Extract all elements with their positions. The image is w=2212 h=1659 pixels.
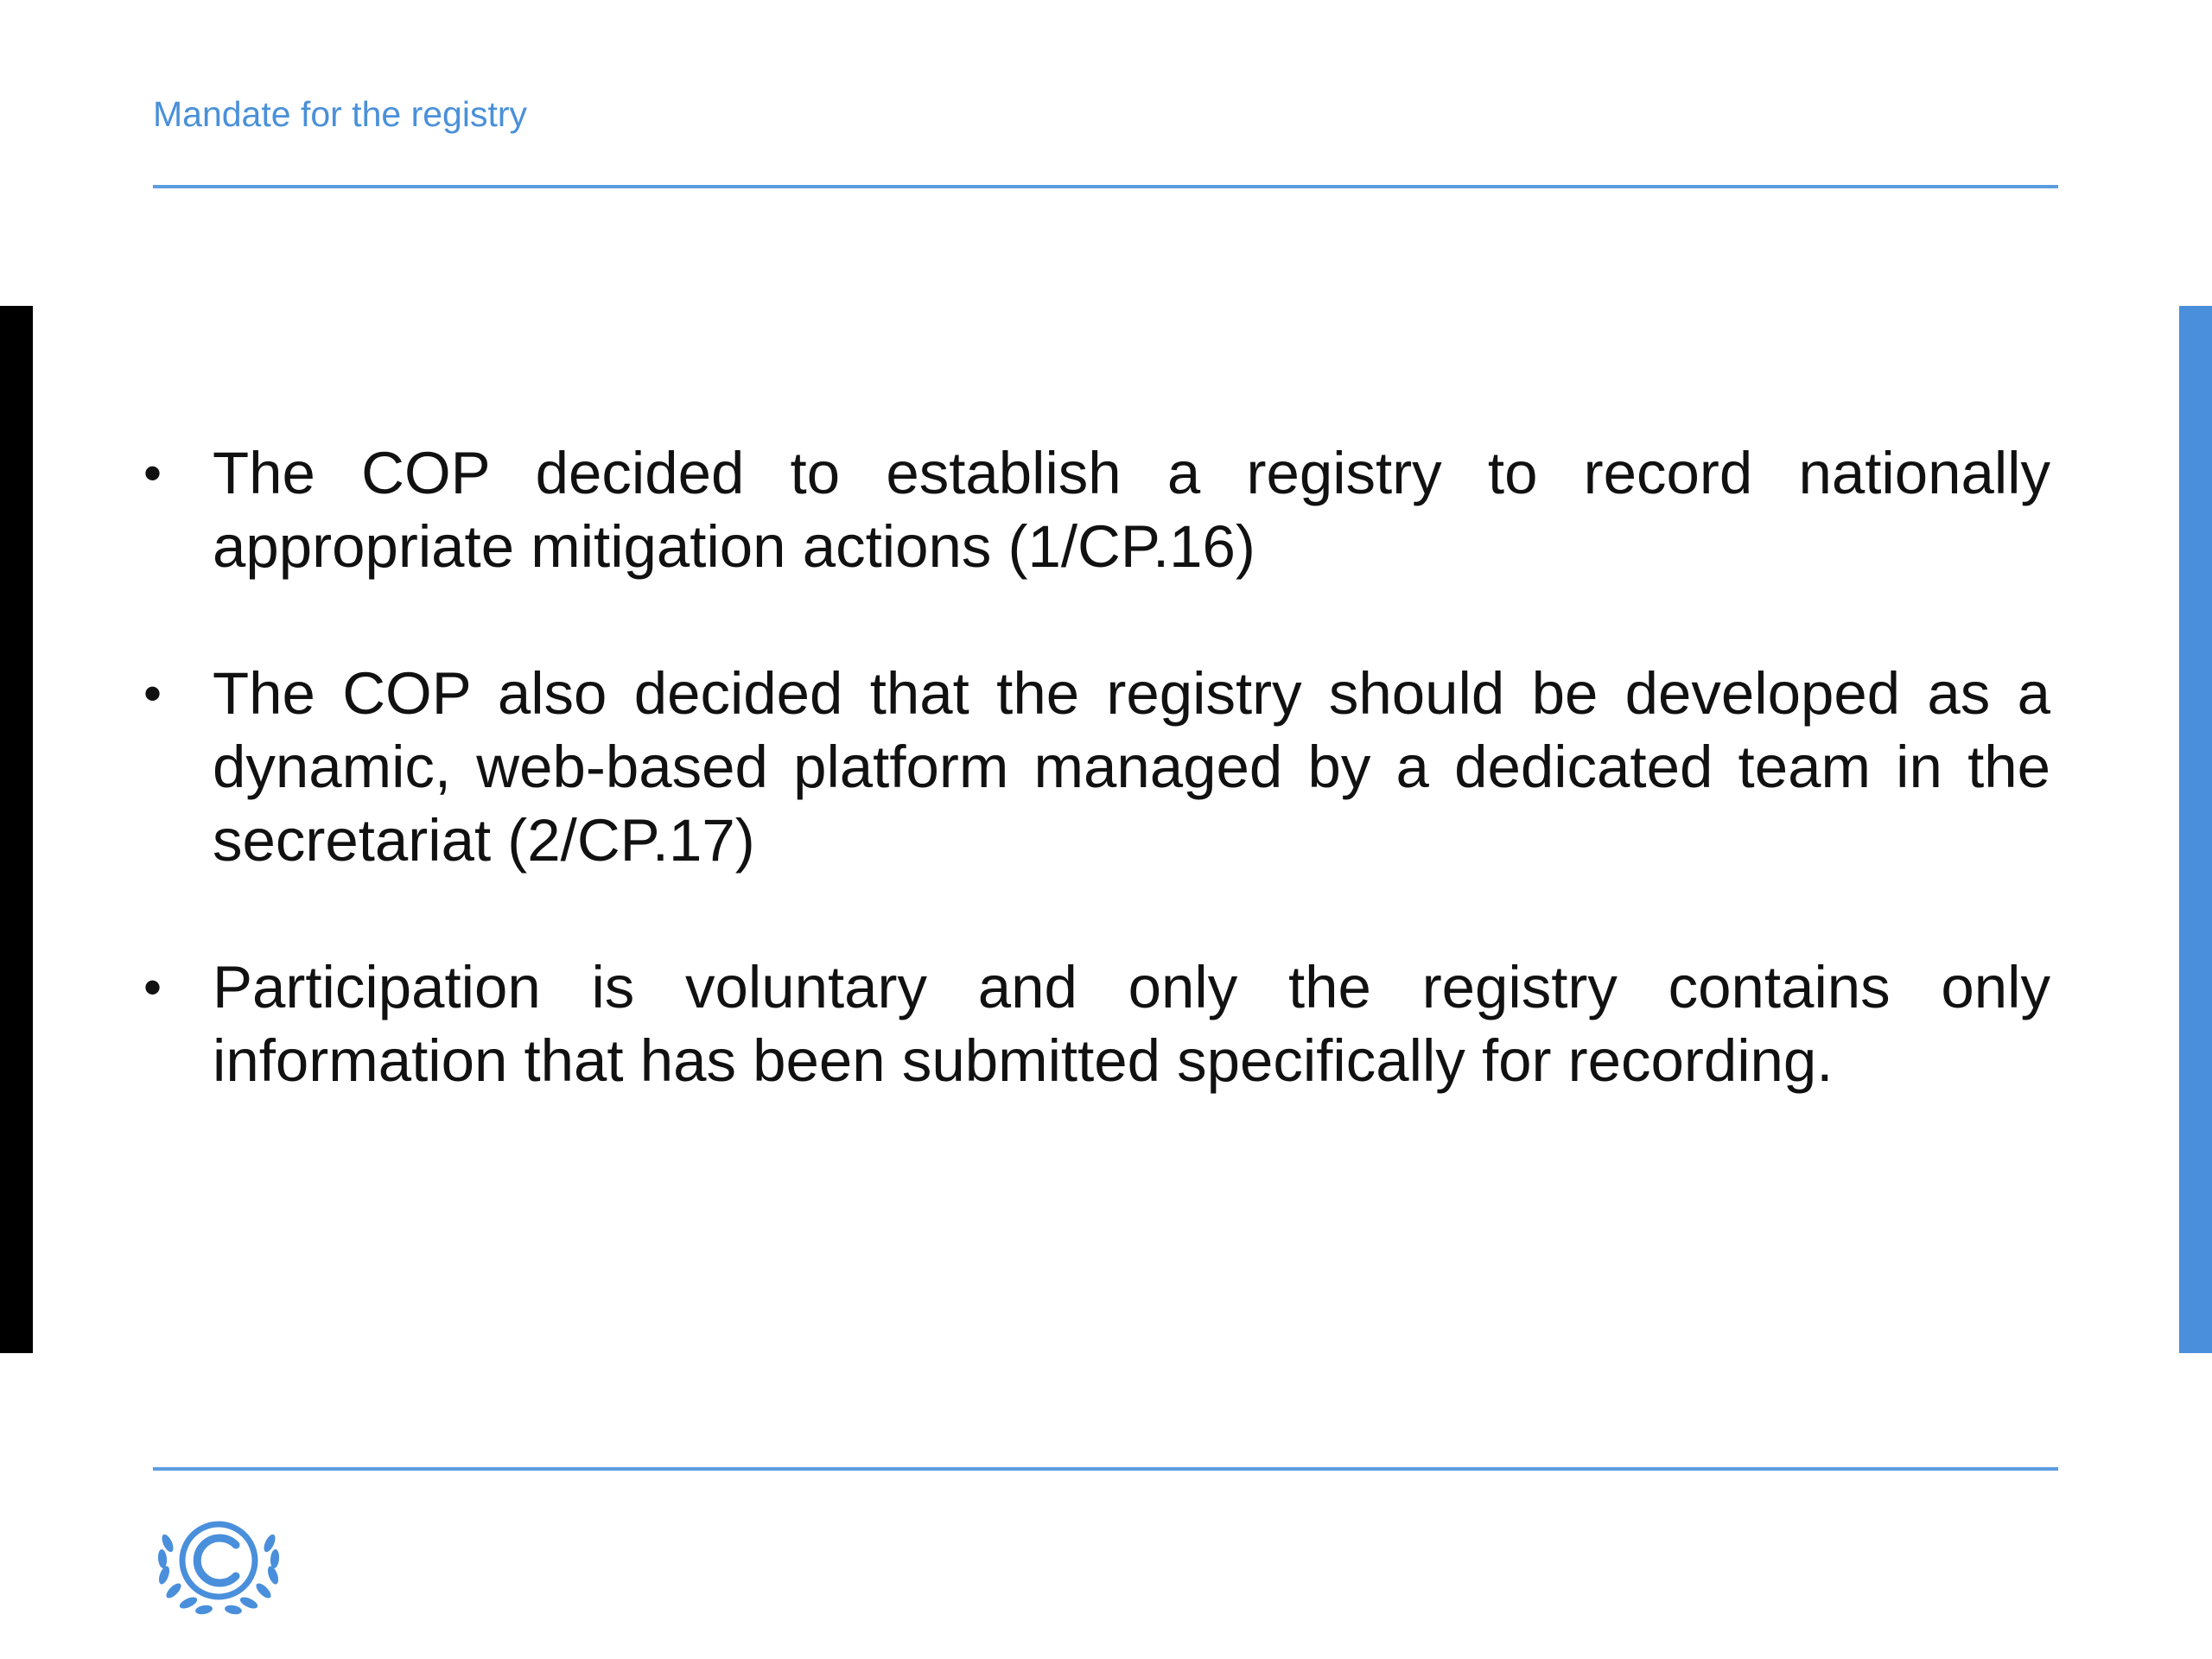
- top-divider: [153, 185, 2058, 188]
- bullet-dot-icon: •: [143, 958, 162, 1016]
- bottom-divider: [153, 1467, 2058, 1471]
- bullet-text: The COP decided to establish a registry to record nationally appropriate mitigation actions (1/CP.16): [213, 440, 2050, 580]
- bullet-text: The COP also decided that the registry should be developed as a dynamic, web-based platform managed by a dedicated team in the secretariat (2/CP.17): [213, 660, 2050, 874]
- unfccc-logo-icon: [147, 1509, 290, 1621]
- bullet-text: Participation is voluntary and only the registry contains only information that has been submitted specifically for recording.: [213, 954, 2050, 1094]
- logo-graphic: [147, 1509, 290, 1621]
- slide-title: Mandate for the registry: [153, 94, 527, 134]
- bullet-item: [138, 436, 2050, 583]
- left-accent-bar: [0, 306, 33, 1353]
- bullet-item: [138, 950, 2050, 1097]
- bullet-dot-icon: •: [143, 444, 162, 502]
- bullet-item: [138, 657, 2050, 877]
- bullet-list: [138, 436, 2050, 1171]
- right-accent-bar: [2179, 306, 2212, 1353]
- bullet-dot-icon: •: [143, 664, 162, 722]
